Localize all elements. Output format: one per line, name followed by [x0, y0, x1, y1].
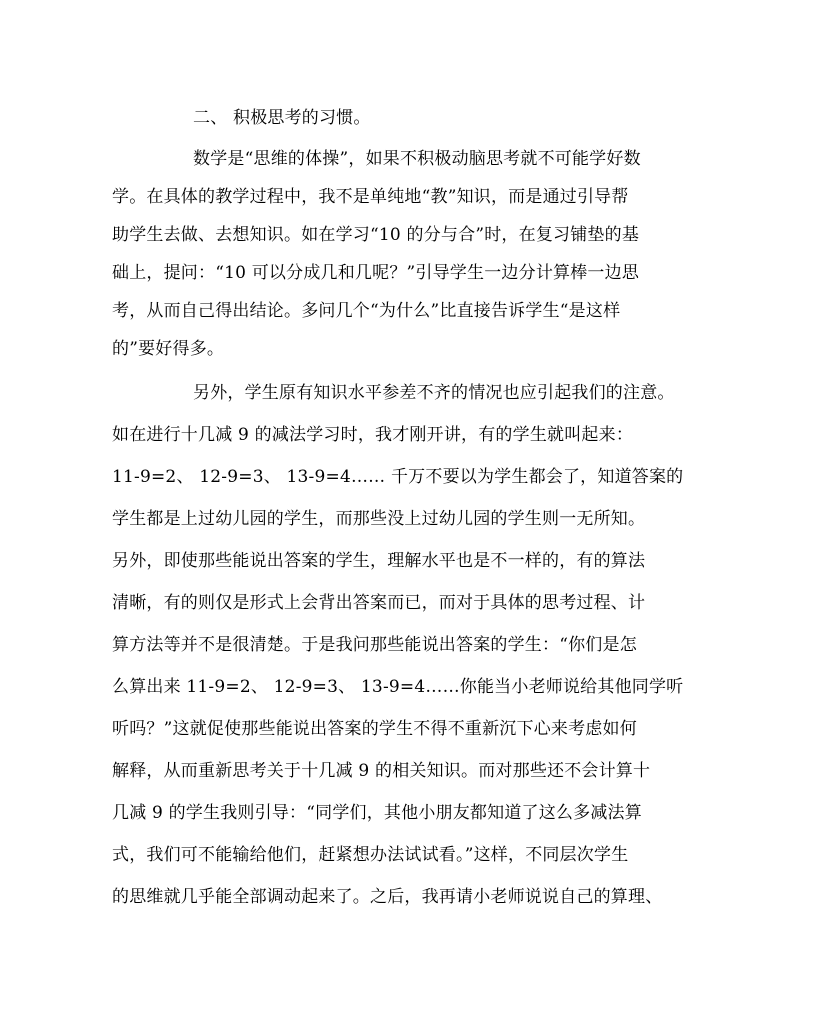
paragraph-1-line-5: 考，从而自己得出结论。多问几个“为什么”比直接告诉学生“是这样 — [112, 301, 621, 321]
paragraph-2-line-4: 学生都是上过幼儿园的学生，而那些没上过幼儿园的学生则一无所知。 — [112, 509, 646, 529]
paragraph-2-line-5: 另外，即使那些能说出答案的学生，理解水平也是不一样的，有的算法 — [112, 551, 646, 571]
paragraph-2-line-8: 么算出来 11-9=2、 12-9=3、 13-9=4……你能当小老师说给其他同学听 — [112, 677, 684, 697]
paragraph-1-line-1: 数学是“思维的体操”，如果不积极动脑思考就不可能学好数 — [193, 149, 641, 169]
paragraph-2-line-13: 的思维就几乎能全部调动起来了。之后，我再请小老师说说自己的算理、 — [112, 887, 663, 907]
section-heading: 二、 积极思考的习惯。 — [193, 108, 371, 128]
paragraph-2-line-3: 11-9=2、 12-9=3、 13-9=4…… 千万不要以为学生都会了，知道答案的 — [112, 467, 684, 487]
paragraph-1-line-4: 础上，提问：“10 可以分成几和几呢？”引导学生一边分计算棒一边思 — [112, 263, 640, 283]
paragraph-2-line-10: 解释，从而重新思考关于十几减 9 的相关知识。而对那些还不会计算十 — [112, 761, 651, 781]
paragraph-2-line-7: 算方法等并不是很清楚。于是我问那些能说出答案的学生：“你们是怎 — [112, 635, 637, 655]
paragraph-2-line-9: 听吗？”这就促使那些能说出答案的学生不得不重新沉下心来考虑如何 — [112, 719, 637, 739]
paragraph-2-line-2: 如在进行十几减 9 的减法学习时，我才刚开讲，有的学生就叫起来： — [112, 425, 634, 445]
paragraph-1-line-2: 学。在具体的教学过程中，我不是单纯地“教”知识，而是通过引导帮 — [112, 187, 629, 207]
paragraph-2-line-11: 几减 9 的学生我则引导：“同学们，其他小朋友都知道了这么多减法算 — [112, 803, 642, 823]
paragraph-2-line-1: 另外，学生原有知识水平参差不齐的情况也应引起我们的注意。 — [193, 383, 675, 403]
paragraph-1-line-3: 助学生去做、去想知识。如在学习“10 的分与合”时，在复习铺垫的基 — [112, 225, 640, 245]
paragraph-1-line-6: 的”要好得多。 — [112, 339, 225, 359]
paragraph-2-line-12: 式，我们可不能输给他们，赶紧想办法试试看。”这样，不同层次学生 — [112, 845, 629, 865]
paragraph-2-line-6: 清晰，有的则仅是形式上会背出答案而已，而对于具体的思考过程、计 — [112, 593, 646, 613]
